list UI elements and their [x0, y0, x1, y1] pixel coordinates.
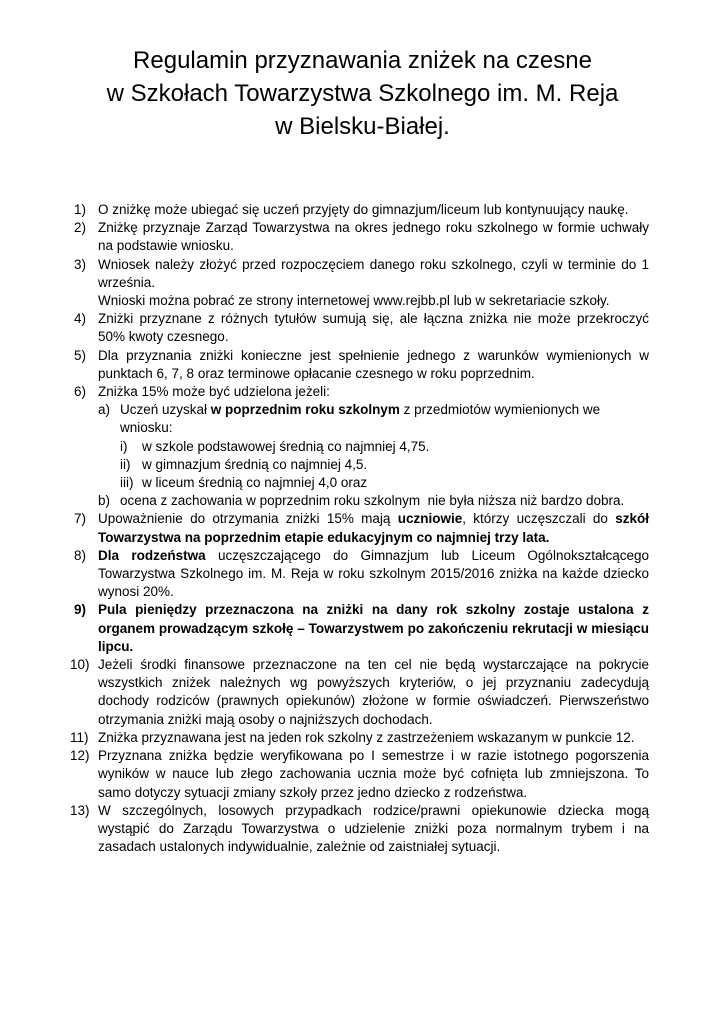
rule-number: 3)	[74, 256, 87, 272]
rule-text: Zniżka 15% może być udzielona jeżeli:	[98, 384, 330, 400]
sub-label: b)	[98, 493, 111, 509]
rule-text: Jeżeli środki finansowe przeznaczone na ten cel nie będą wystarczające na pokrycie wszystkich zniżek należnych wg powyższych kryteriów, o jej przyznaniu zadecydują dochody rodziców (prawnych opiekunów) złożone w formie oświadczeń. Pierwszeństwo otrzymania zniżki mają osoby o najniższych dochodach.	[98, 657, 649, 727]
rule-9	[74, 601, 649, 656]
rule-number: 12)	[70, 748, 90, 764]
rule-text-bold-1: uczniowie	[397, 511, 463, 527]
rule-7	[74, 510, 649, 546]
rule-text: Przyznana zniżka będzie weryfikowana po I semestrze i w razie istotnego pogorszenia wyników w nauce lub złego zachowania ucznia może być cofnięta lub zmniejszona. To samo dotyczy sytuacji zmiany szkoły przez jedno dziecko z rodzeństwa.	[98, 748, 649, 800]
rule-12	[70, 747, 649, 802]
rule-text-bold-2: szkół Towarzystwa na poprzednim etapie edukacyjnym co najmniej trzy lata.	[98, 511, 650, 545]
rule-10	[70, 656, 649, 729]
rule-number: 4)	[74, 311, 87, 327]
rule-6	[74, 383, 649, 401]
rule-number: 5)	[74, 347, 87, 363]
rule-text: O zniżkę może ubiegać się uczeń przyjęty do gimnazjum/liceum lub kontynuujący naukę.	[98, 202, 629, 217]
sub-text-bold: w poprzednim roku szkolnym	[210, 402, 400, 418]
sub-label: a)	[98, 402, 111, 418]
rule-6-a	[74, 401, 649, 437]
sub-text-post: z przedmiotów wymienionych we wniosku:	[120, 402, 601, 436]
rule-13	[70, 802, 649, 857]
rule-text-bold: Dla rodzeństwa	[98, 547, 206, 563]
rule-6-a-ii	[74, 456, 649, 474]
rule-text-download: Wnioski można pobrać ze strony internetowej www.rejbb.pl lub w sekretariacie szkoły.	[98, 293, 610, 309]
rule-2	[74, 219, 649, 255]
rule-6-b	[74, 492, 649, 510]
page-title	[0, 44, 725, 143]
rule-number: 8)	[74, 547, 87, 563]
title-line-3: w Bielsku-Białej.	[275, 113, 450, 140]
rule-text: Zniżka przyznawana jest na jeden rok szkolny z zastrzeżeniem wskazanym w punkcie 12.	[98, 729, 635, 745]
rule-text: uczęszczającego do Gimnazjum lub Liceum Ogólnokształcącego Towarzystwa Szkolnego im. M. Reja w roku szkolnym 2015/2016 zniżka na każde dziecko wynosi 20%.	[98, 547, 649, 600]
rule-text: Pula pieniędzy przeznaczona na zniżki na dany rok szkolny zostaje ustalona z organem prowadzącym szkołę – Towarzystwem po zakończeniu rekrutacji w miesiącu lipcu.	[98, 602, 649, 654]
rule-6-a-iii	[74, 474, 649, 492]
rule-8	[74, 547, 649, 602]
rules-list	[70, 201, 650, 856]
rule-number: 13)	[70, 802, 90, 818]
rule-text: Zniżkę przyznaje Zarząd Towarzystwa na okres jednego roku szkolnego w formie uchwały na podstawie wniosku.	[98, 220, 649, 254]
title-line-2: w Szkołach Towarzystwa Szkolnego im. M. Reja	[106, 80, 619, 107]
rule-3	[74, 256, 649, 311]
rule-number: 2)	[74, 220, 87, 236]
rule-5	[74, 347, 649, 383]
rule-number: 11)	[70, 729, 89, 745]
rule-text: Wniosek należy złożyć przed rozpoczęciem danego roku szkolnego, czyli w terminie do 1 września.	[98, 256, 649, 290]
title-line-1: Regulamin przyznawania zniżek na czesne	[133, 47, 592, 74]
subsub-label: ii)	[120, 456, 131, 472]
rule-number: 10)	[70, 657, 90, 673]
subsub-text: w szkole podstawowej średnią co najmniej 4,75.	[142, 438, 430, 454]
rule-4	[74, 310, 649, 346]
rule-1	[74, 201, 649, 219]
rule-6-a-i	[74, 438, 649, 456]
subsub-text: w gimnazjum średnią co najmniej 4,5.	[142, 456, 368, 472]
rule-number: 6)	[74, 384, 87, 400]
subsub-text: w liceum średnią co najmniej 4,0 oraz	[142, 475, 368, 491]
rule-number: 7)	[74, 511, 87, 527]
rule-text: Dla przyznania zniżki konieczne jest spełnienie jednego z warunków wymienionych w punktach 6, 7, 8 oraz terminowe opłacanie czesnego w roku poprzednim.	[98, 347, 649, 381]
rule-text: Zniżki przyznane z różnych tytułów sumują się, ale łączna zniżka nie może przekroczyć 50% kwoty czesnego.	[98, 311, 649, 345]
rule-number: 9)	[74, 602, 87, 618]
subsub-label: i)	[120, 438, 128, 454]
rule-text-pre: Upoważnienie do otrzymania zniżki 15% mają	[98, 511, 398, 527]
sub-text-pre: Uczeń uzyskał	[120, 402, 211, 418]
rule-number: 1)	[74, 202, 87, 217]
sub-text: ocena z zachowania w poprzednim roku szkolnym nie była niższa niż bardzo dobra.	[120, 493, 625, 509]
rule-text-mid: , którzy uczęszczali do	[462, 511, 616, 527]
rule-11	[70, 729, 649, 747]
rule-text: W szczególnych, losowych przypadkach rodzice/prawni opiekunowie dziecka mogą wystąpić do Zarządu Towarzystwa o udzielenie zniżki poza normalnym trybem i na zasadach ustalonych indywidualnie, zależnie od zaistniałej sytuacji.	[98, 802, 649, 855]
subsub-label: iii)	[120, 475, 134, 491]
